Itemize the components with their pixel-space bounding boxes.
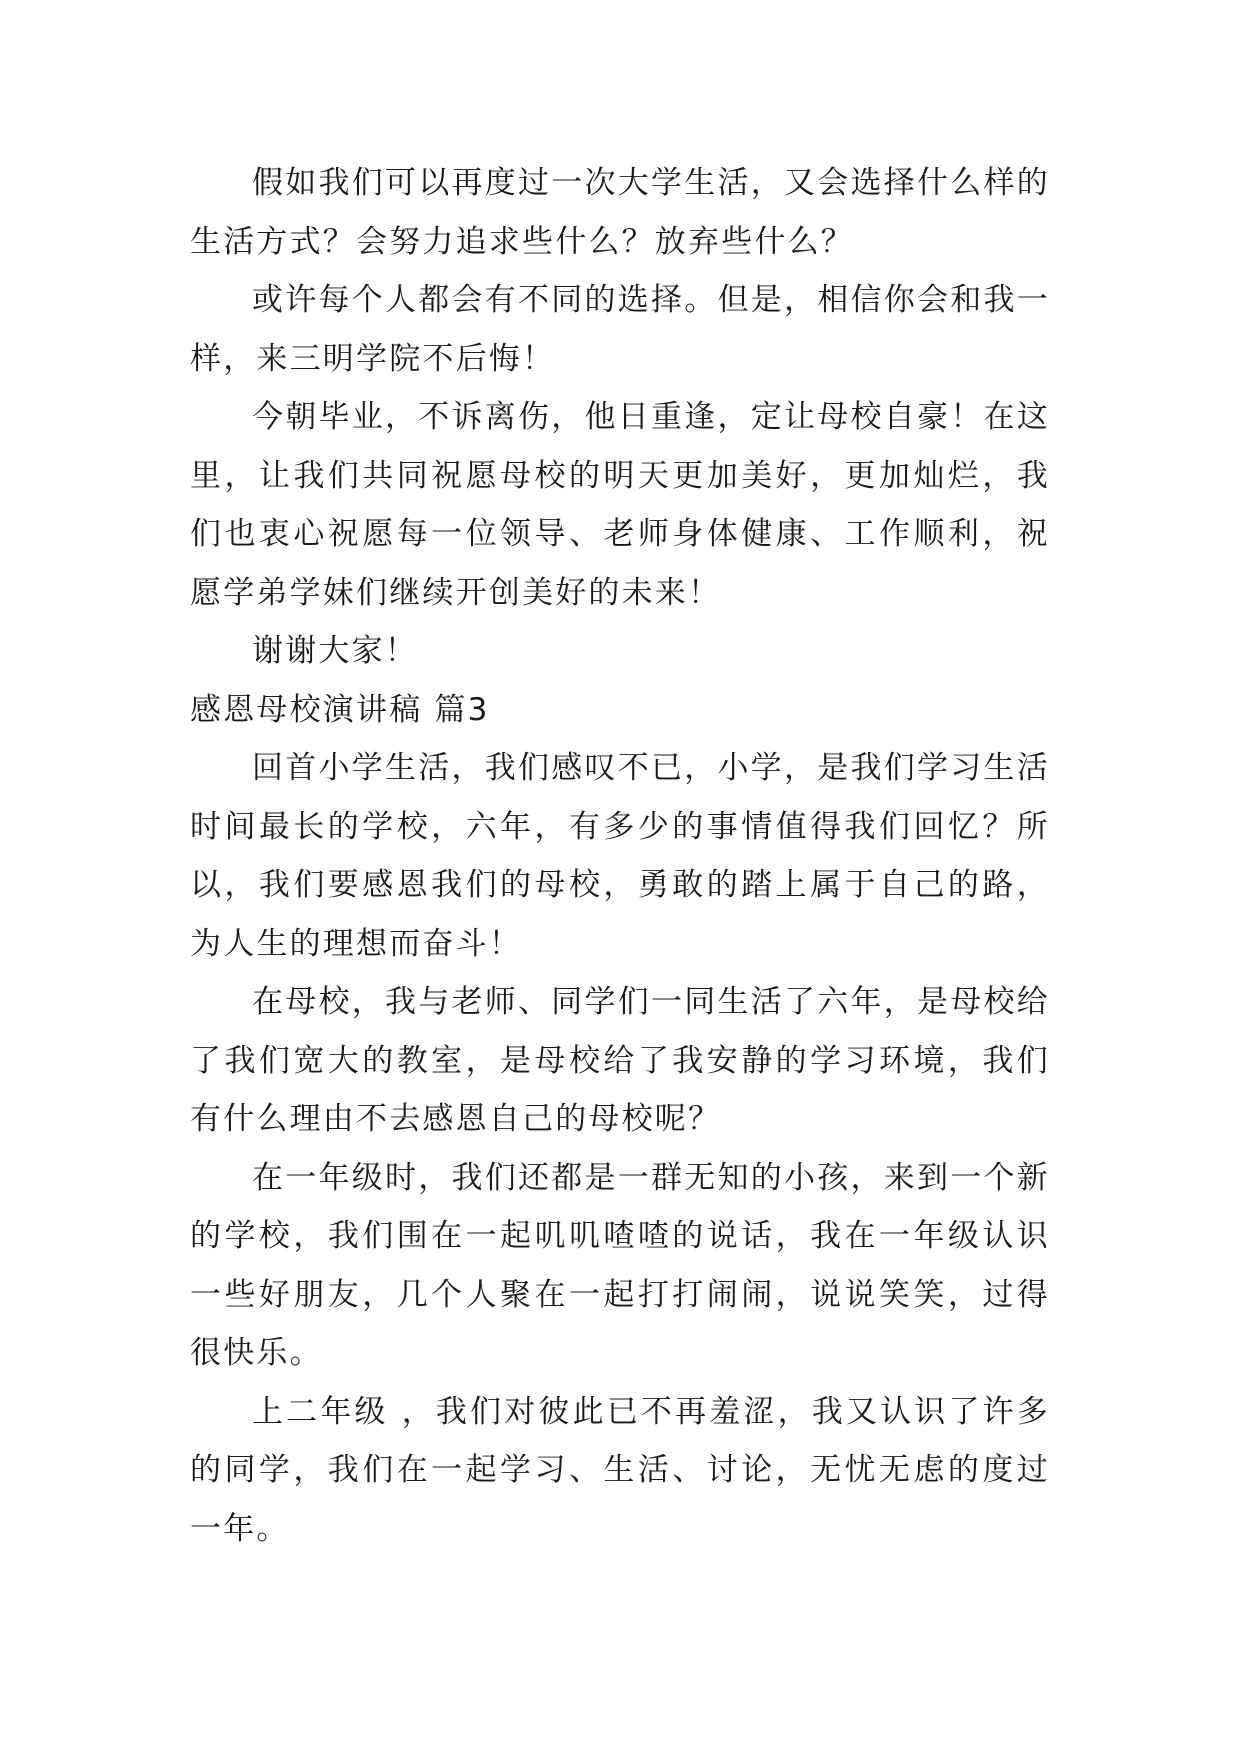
paragraph: 上二年级 ，我们对彼此已不再羞涩，我又认识了许多的同学，我们在一起学习、生活、讨论，无忧无虑的度过一年。 (190, 1393, 1050, 1547)
paragraph: 假如我们可以再度过一次大学生活，又会选择什么样的生活方式？会努力追求些什么？放弃些什么？ (190, 165, 1050, 260)
paragraph: 回首小学生活，我们感叹不已，小学，是我们学习生活时间最长的学校，六年，有多少的事情值得我们回忆？所以，我们要感恩我们的母校，勇敢的踏上属于自己的路，为人生的理想而奋斗！ (190, 750, 1050, 962)
paragraph: 在母校，我与老师、同学们一同生活了六年，是母校给了我们宽大的教室，是母校给了我安静的学习环境，我们有什么理由不去感恩自己的母校呢？ (190, 984, 1050, 1137)
document-body (190, 154, 1050, 1558)
paragraph: 在一年级时，我们还都是一群无知的小孩，来到一个新的学校，我们围在一起叽叽喳喳的说话，我在一年级认识一些好朋友，几个人聚在一起打打闹闹，说说笑笑，过得很快乐。 (190, 1159, 1050, 1371)
paragraph: 谢谢大家！ (252, 633, 418, 669)
paragraph: 今朝毕业，不诉离伤，他日重逢，定让母校自豪！在这里，让我们共同祝愿母校的明天更加美好，更加灿烂，我们也衷心祝愿每一位领导、老师身体健康、工作顺利，祝愿学弟学妹们继续开创美好的未来！ (190, 399, 1050, 611)
section-heading: 感恩母校演讲稿 篇3 (190, 691, 490, 728)
paragraph: 或许每个人都会有不同的选择。但是，相信你会和我一样，来三明学院不后悔！ (190, 282, 1050, 377)
